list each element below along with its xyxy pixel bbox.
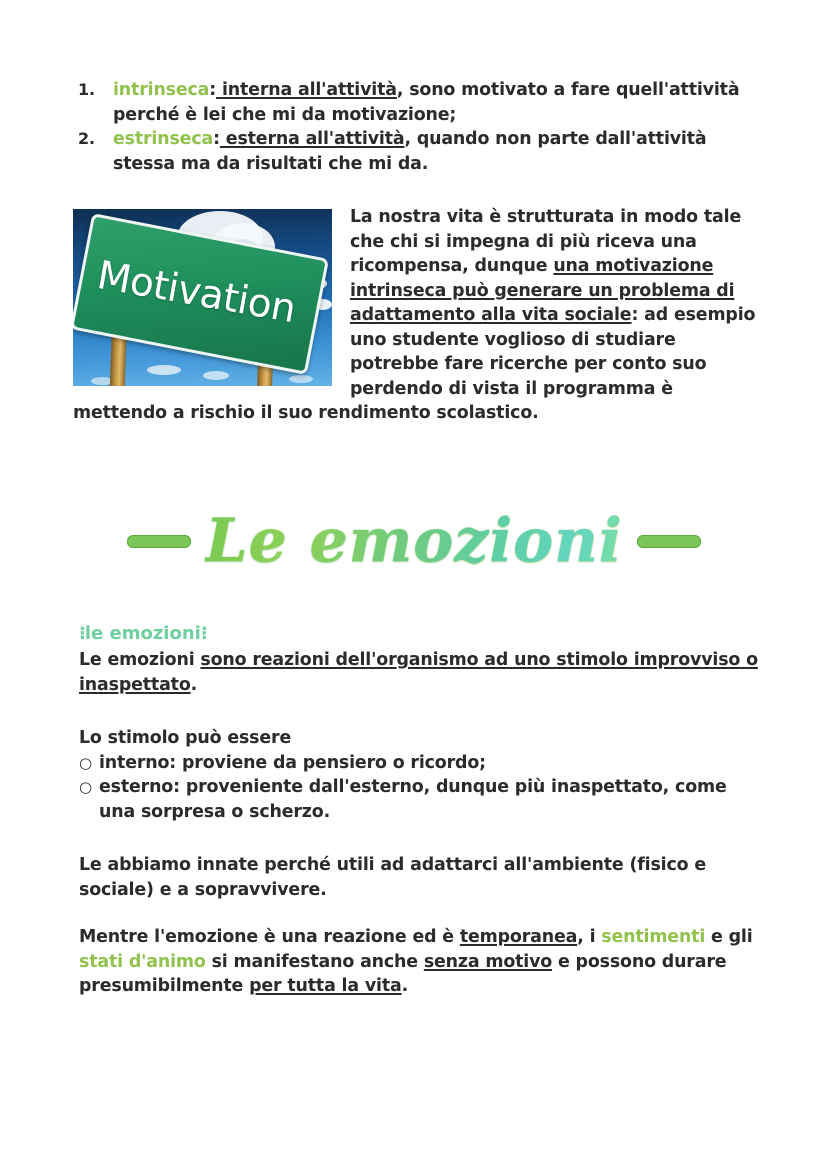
sentimenti-part1: Mentre l'emozione è una reazione ed è — [79, 927, 460, 947]
section-title-emozioni — [0, 502, 828, 586]
underlined-definition: interna all'attività — [216, 80, 397, 100]
paragraph-text-part1: La nostra vita è strutturata in modo tale che chi si impegna di più riceva una ricompensa, dunque — [350, 207, 742, 276]
underlined-definition: esterna all'attività — [219, 129, 405, 149]
stimolo-intro: Lo stimolo può essere — [79, 728, 292, 748]
list-item — [79, 775, 759, 824]
title-dash-right-icon — [637, 535, 701, 548]
motivation-types-list — [78, 78, 758, 176]
list-item — [78, 78, 758, 127]
definition-underlined: sono reazioni dell'organismo ad uno stimolo improvviso o inaspettato — [79, 650, 758, 695]
title-text: Le emozioni — [205, 502, 622, 580]
underlined-temporanea: temporanea — [459, 927, 578, 947]
list-item-number: 1. — [78, 80, 95, 99]
keyword-estrinseca: estrinseca — [113, 129, 214, 149]
circle-bullet-icon: ○ — [79, 753, 92, 772]
circle-bullet-icon: ○ — [79, 778, 92, 796]
underlined-senza-motivo: senza motivo — [423, 951, 553, 972]
sentimenti-part6: . — [401, 976, 409, 996]
motivation-road-sign-image — [73, 209, 332, 386]
list-item-number: 2. — [78, 129, 95, 148]
list-item-body — [113, 127, 758, 176]
cloud-shape — [147, 365, 181, 375]
cloud-shape — [203, 371, 229, 380]
list-item-body — [113, 78, 758, 127]
stimolo-block — [79, 726, 759, 824]
heading-mark-right-icon: ⁝ — [200, 623, 207, 644]
sentimenti-part4: si manifestano anche — [205, 951, 424, 972]
heading-text: le emozioni — [84, 623, 201, 644]
heading-mark-left-icon: ⁝ — [79, 623, 85, 644]
list-item — [78, 127, 758, 176]
stimolo-list — [79, 751, 759, 825]
definition-text-part1: Le emozioni — [79, 650, 201, 670]
subheading-le-emozioni — [79, 622, 207, 647]
list-item-text: , quando non parte dall'attività stessa ma da risultati che mi da. — [113, 129, 707, 174]
title-inner — [127, 502, 700, 580]
keyword-stati-danimo: stati d'animo — [79, 951, 206, 972]
sentimenti-part3: e gli — [705, 927, 753, 947]
list-item-label: interno: proviene da pensiero o ricordo; — [99, 752, 486, 773]
paragraph-text-part2: : ad esempio uno studente voglioso di studiare potrebbe fare ricerche per conto suo perdendo di vista il programma è mettendo a rischio il suo rendimento scolastico. — [73, 305, 756, 423]
innate-paragraph: Le abbiamo innate perché utili ad adattarci all'ambiente (fisico e sociale) e a sopravvivere. — [79, 855, 706, 900]
photo-and-paragraph-block — [73, 205, 763, 426]
keyword-colon: : — [209, 80, 217, 100]
underlined-per-tutta-la-vita: per tutta la vita — [249, 976, 402, 996]
list-item — [79, 751, 759, 776]
cloud-shape — [289, 375, 313, 383]
list-item-label: esterno: proveniente dall'esterno, dunque più inaspettato, come una sorpresa o scherzo. — [99, 777, 727, 822]
title-dash-left-icon — [127, 535, 191, 548]
keyword-colon: : — [213, 129, 220, 149]
sentimenti-part2: , i — [577, 927, 602, 947]
definition-paragraph — [79, 648, 759, 697]
sentimenti-part5: e possono durare presumibilmente — [79, 951, 727, 996]
definition-text-part2: . — [190, 674, 198, 695]
list-item-text: , sono motivato a fare quell'attività perché è lei che mi da motivazione; — [113, 80, 740, 125]
sentimenti-paragraph — [79, 925, 759, 999]
road-sign-text: Motivation — [93, 253, 299, 333]
keyword-sentimenti: sentimenti — [601, 927, 706, 947]
keyword-intrinseca: intrinseca — [113, 80, 210, 100]
paragraph-underlined: una motivazione intrinseca può generare un problema di adattamento alla vita sociale — [350, 256, 735, 325]
